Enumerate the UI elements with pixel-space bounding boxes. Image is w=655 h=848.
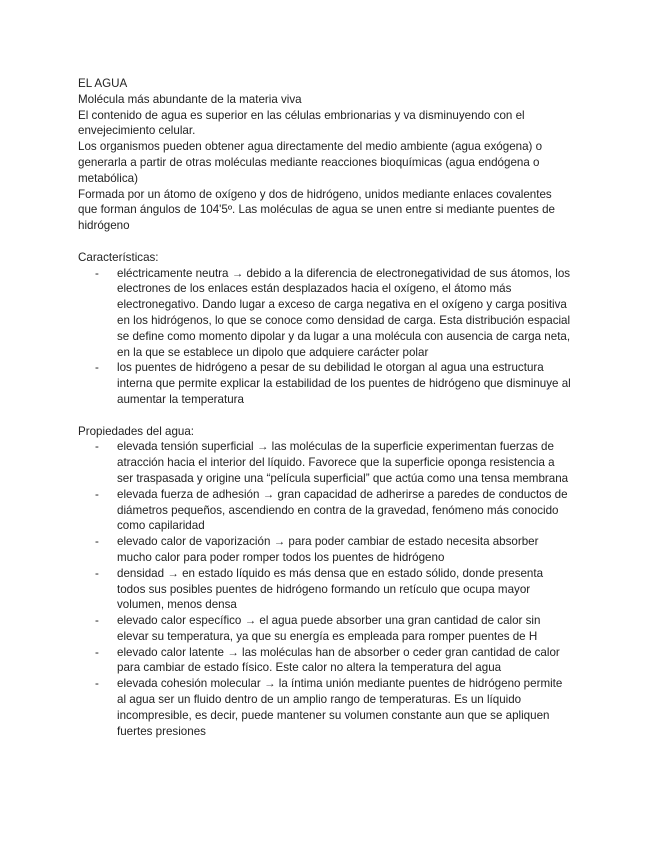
list-item (78, 439, 588, 486)
bullet-dash: - (95, 266, 99, 280)
intro-paragraph (78, 187, 588, 234)
list-item-line: eléctricamente neutra → debido a la diferencia de electronegatividad de sus átomos, los (117, 266, 571, 280)
list-item-line: elevada cohesión molecular → la íntima unión mediante puentes de hidrógeno permite (117, 677, 563, 691)
propiedades-heading (78, 424, 588, 440)
bullet-dash: - (95, 614, 99, 628)
caracteristicas-list (78, 266, 588, 408)
list-item-line: ser traspasada y origine una “película superficial” que actúa como una tensa membrana (117, 471, 569, 485)
document-page (78, 76, 588, 739)
list-item (78, 613, 588, 645)
list-item-line: incompresible, es decir, puede mantener su volumen constante aun que se apliquen (117, 708, 550, 722)
list-item (78, 645, 588, 677)
bullet-dash: - (95, 440, 99, 454)
list-item (78, 534, 588, 566)
list-item-line: elevada tensión superficial → las moléculas de la superficie experimentan fuerzas de (117, 440, 554, 454)
list-item-line: al agua ser un fluido dentro de un amplio rango de temperaturas. Es un líquido (117, 693, 522, 707)
section-spacer (78, 408, 588, 424)
bullet-dash: - (95, 487, 99, 501)
list-item (78, 266, 588, 361)
list-item-line: elevar su temperatura, ya que su energía es empleada para romper puentes de H (117, 629, 538, 643)
paragraph-line: metabólica) (78, 171, 138, 185)
list-item-line: elevado calor específico → el agua puede absorber una gran cantidad de calor sin (117, 614, 541, 628)
list-item-line: elevado calor de vaporización → para poder cambiar de estado necesita absorber (117, 535, 539, 549)
paragraph-line: que forman ángulos de 104'5º. Las moléculas de agua se unen entre si mediante puentes de (78, 203, 555, 217)
list-item-line: atracción hacia el interior del líquido. Favorece que la superficie oponga resistencia a (117, 456, 555, 470)
list-item-line: interna que permite explicar la estabilidad de los puentes de hidrógeno que disminuye al (117, 377, 571, 391)
paragraph-line: Molécula más abundante de la materia viva (78, 92, 302, 106)
intro-section (78, 92, 588, 234)
list-item (78, 360, 588, 407)
title-text: EL AGUA (78, 77, 128, 90)
list-item-text (117, 566, 589, 613)
list-item (78, 487, 588, 534)
bullet-dash: - (95, 566, 99, 580)
list-item-line: elevada fuerza de adhesión → gran capacidad de adherirse a paredes de conductos de (117, 487, 568, 501)
list-item-line: en la que se establece un dipolo que adquiere carácter polar (117, 345, 429, 359)
list-item-line: aumentar la temperatura (117, 392, 244, 406)
paragraph-line: Los organismos pueden obtener agua directamente del medio ambiente (agua exógena) o (78, 140, 543, 154)
list-item-text (117, 676, 589, 739)
paragraph-line: El contenido de agua es superior en las células embrionarias y va disminuyendo con el (78, 108, 525, 122)
section-spacer (78, 234, 588, 250)
list-item-line: los puentes de hidrógeno a pesar de su debilidad le otorgan al agua una estructura (117, 361, 544, 375)
paragraph-line: hidrógeno (78, 219, 130, 233)
intro-paragraph (78, 139, 588, 186)
list-item-text (117, 360, 589, 407)
list-item-line: mucho calor para poder romper todos los puentes de hidrógeno (117, 550, 445, 564)
list-item-line: se define como momento dipolar y da lugar a una molécula con ausencia de carga neta, (117, 329, 571, 343)
paragraph-line: generarla a partir de otras moléculas mediante reacciones bioquímicas (agua endógena o (78, 155, 540, 169)
caracteristicas-heading-text: Características: (78, 250, 159, 264)
list-item-line: como capilaridad (117, 519, 205, 533)
list-item-text (117, 266, 589, 361)
bullet-dash: - (95, 535, 99, 549)
list-item-text (117, 439, 589, 486)
list-item-line: diámetros pequeños, ascendiendo en contra de la gravedad, fenómeno más conocido (117, 503, 559, 517)
list-item-line: todos sus posibles puentes de hidrógeno formando un retículo que ocupa mayor (117, 582, 531, 596)
propiedades-heading-text: Propiedades del agua: (78, 424, 195, 438)
list-item-text (117, 487, 589, 534)
list-item (78, 676, 588, 739)
bullet-dash: - (95, 677, 99, 691)
list-item-line: electrones de los enlaces están desplazados hacia el oxígeno, el átomo más (117, 282, 512, 296)
paragraph-line: Formada por un átomo de oxígeno y dos de hidrógeno, unidos mediante enlaces covalentes (78, 187, 552, 201)
list-item-line: electronegativo. Dando lugar a exceso de carga negativa en el oxígeno y carga positiva (117, 298, 567, 312)
list-item-line: para cambiar de estado físico. Este calor no altera la temperatura del agua (117, 661, 502, 675)
caracteristicas-heading (78, 250, 588, 266)
intro-paragraph (78, 92, 588, 108)
propiedades-list (78, 439, 588, 739)
list-item-line: volumen, menos densa (117, 598, 237, 612)
list-item (78, 566, 588, 613)
bullet-dash: - (95, 361, 99, 375)
list-item-line: en los hidrógenos, lo que se conoce como densidad de carga. Esta distribución espacial (117, 313, 571, 327)
intro-paragraph (78, 108, 588, 140)
list-item-text (117, 613, 589, 645)
document-title (78, 76, 588, 92)
paragraph-line: envejecimiento celular. (78, 124, 196, 138)
list-item-line: elevado calor latente → las moléculas han de absorber o ceder gran cantidad de calor (117, 645, 560, 659)
list-item-line: fuertes presiones (117, 724, 206, 738)
list-item-text (117, 645, 589, 677)
bullet-dash: - (95, 645, 99, 659)
list-item-line: densidad → en estado líquido es más densa que en estado sólido, donde presenta (117, 566, 544, 580)
list-item-text (117, 534, 589, 566)
